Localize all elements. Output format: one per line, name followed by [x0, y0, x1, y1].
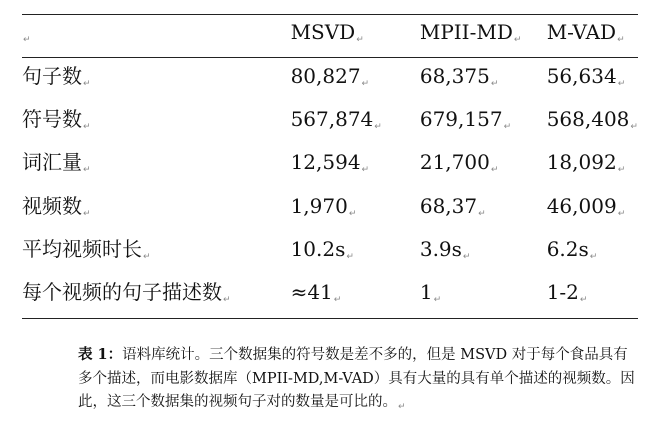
row-label-cell: 视频数↵ [22, 193, 91, 219]
table-cell: 568,408↵ [546, 106, 638, 132]
row-label-cell: 句子数↵ [22, 63, 91, 89]
table-row [22, 58, 638, 102]
table-cell: 68,375↵ [419, 63, 499, 89]
table-row [22, 231, 638, 274]
paragraph-mark-icon: ↵ [490, 78, 499, 89]
table-cell: 12,594↵ [290, 150, 370, 176]
paragraph-mark-icon: ↵ [83, 208, 91, 219]
paragraph-mark-icon: ↵ [23, 35, 31, 45]
table-cell: 1-2↵ [546, 280, 588, 306]
table-cell: 10.2s↵ [290, 236, 354, 262]
table-cell: 21,700↵ [419, 150, 499, 176]
table-row [22, 101, 638, 144]
table-row [22, 188, 638, 231]
paragraph-mark-icon: ↵ [490, 165, 499, 176]
row-label-cell: 每个视频的句子描述数↵ [22, 280, 231, 306]
header-cell-m-vad: M-VAD↵ [546, 20, 625, 45]
caption-text: 语料库统计。三个数据集的符号数是差不多的，但是 MSVD 对于每个食品具有多个描述，而电影数据库（MPII-MD,M-VAD）具有大量的具有单个描述的视频数。因此，这三个数据集的视频句子对的数量是可比的。 [78, 347, 635, 410]
paragraph-mark-icon: ↵ [579, 295, 588, 306]
paragraph-mark-icon: ↵ [346, 251, 354, 262]
paragraph-mark-icon: ↵ [356, 35, 364, 45]
header-cell-mpii-md: MPII-MD↵ [419, 20, 522, 45]
paragraph-mark-icon: ↵ [617, 78, 626, 89]
table-caption [78, 343, 638, 420]
table-cell: 3.9s↵ [419, 236, 471, 262]
table-cell: 68,37↵ [419, 193, 486, 219]
table-row [22, 274, 638, 318]
paragraph-mark-icon: ↵ [83, 121, 91, 132]
paragraph-mark-icon: ↵ [462, 251, 471, 262]
table-cell: 1↵ [419, 280, 442, 306]
table-cell: 679,157↵ [419, 106, 512, 132]
corpus-statistics-table-container [22, 14, 638, 319]
paragraph-mark-icon: ↵ [589, 251, 598, 262]
table-cell: 567,874↵ [290, 106, 382, 132]
table-cell: 18,092↵ [546, 150, 626, 176]
paragraph-mark-icon: ↵ [617, 165, 626, 176]
table-cell: 80,827↵ [290, 63, 370, 89]
corpus-statistics-table [22, 14, 638, 319]
paragraph-mark-icon: ↵ [361, 78, 370, 89]
paragraph-mark-icon: ↵ [617, 208, 626, 219]
table-cell: 46,009↵ [546, 193, 626, 219]
table-cell: 56,634↵ [546, 63, 626, 89]
paragraph-mark-icon: ↵ [333, 295, 342, 306]
table-cell: 6.2s↵ [546, 236, 598, 262]
row-label-cell: 符号数↵ [22, 106, 91, 132]
caption-label: 表 1： [78, 346, 123, 363]
row-label-cell: 平均视频时长↵ [22, 236, 151, 262]
paragraph-mark-icon: ↵ [630, 121, 638, 132]
paragraph-mark-icon: ↵ [143, 251, 151, 262]
table-cell: ≈41↵ [290, 280, 342, 306]
paragraph-mark-icon: ↵ [83, 165, 91, 176]
header-cell-empty [22, 15, 291, 58]
paragraph-mark-icon: ↵ [348, 208, 357, 219]
paragraph-mark-icon: ↵ [398, 402, 406, 412]
header-cell-msvd: MSVD↵ [290, 20, 364, 45]
table-header-row [22, 15, 638, 58]
paragraph-mark-icon: ↵ [503, 121, 512, 132]
paragraph-mark-icon: ↵ [617, 35, 625, 45]
table-row [22, 145, 638, 188]
paragraph-mark-icon: ↵ [223, 295, 231, 306]
paragraph-mark-icon: ↵ [513, 35, 522, 45]
paragraph-mark-icon: ↵ [361, 165, 370, 176]
table-cell: 1,970↵ [290, 193, 357, 219]
paragraph-mark-icon: ↵ [433, 295, 442, 306]
paragraph-mark-icon: ↵ [83, 78, 91, 89]
row-label-cell: 词汇量↵ [22, 150, 91, 176]
paragraph-mark-icon: ↵ [374, 121, 382, 132]
paragraph-mark-icon: ↵ [478, 208, 486, 219]
